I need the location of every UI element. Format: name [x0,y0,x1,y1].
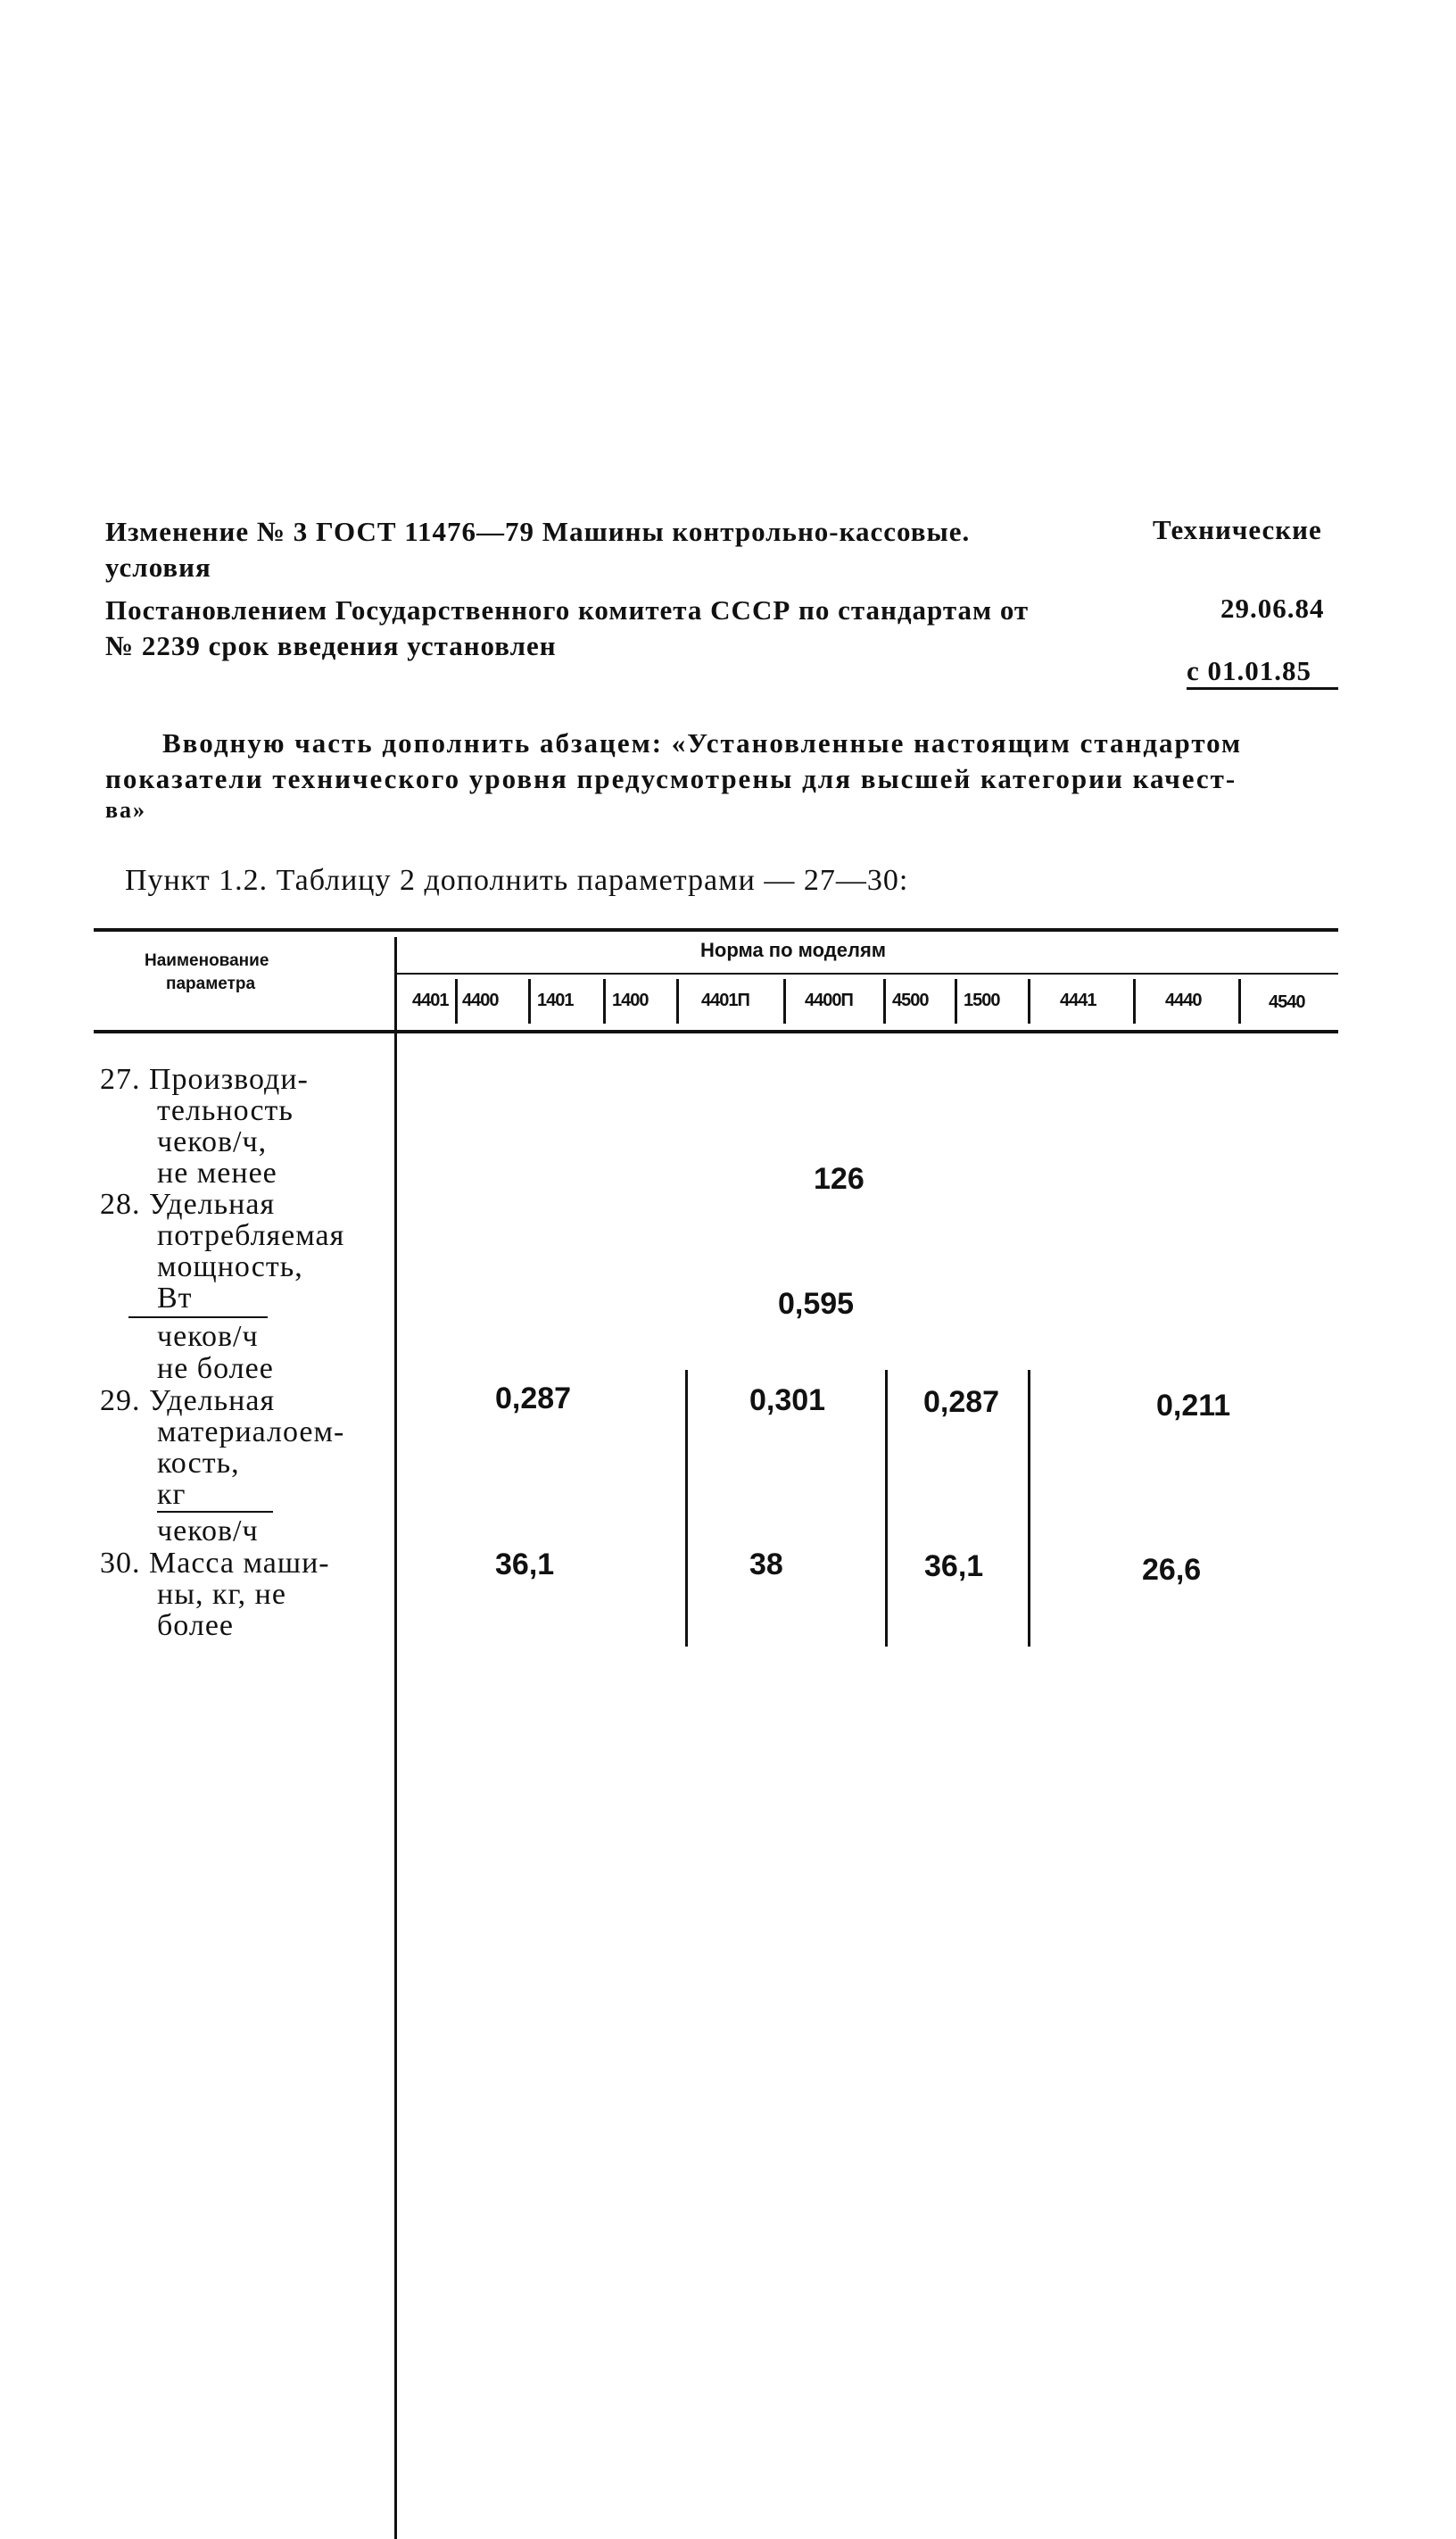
clause-text: Пункт 1.2. Таблицу 2 дополнить параметрами — 27—30: [125,864,909,897]
change-title-tail: Технические [1153,514,1322,545]
model-1401: 1401 [537,991,574,1010]
row-28-fraction-bar [128,1316,268,1318]
row-29-value-group3: 0,287 [923,1385,1000,1419]
param-column-divider [394,937,397,2539]
intro-line2: показатели технического уровня предусмотрены для высшей категории качест- [105,763,1237,794]
intro-line1: Вводную часть дополнить абзацем: «Установленные настоящим стандартом [162,727,1243,759]
model-divider [1133,979,1136,1024]
intro-line3: ва» [105,797,147,823]
row-29-value-group4: 0,211 [1156,1389,1231,1423]
model-4401: 4401 [412,991,449,1010]
row-29-value-group1: 0,287 [495,1382,572,1415]
row-30-label: 30. Масса маши- ны, кг, не более [100,1547,330,1642]
effective-date-underline [1187,687,1338,690]
model-1400: 1400 [612,991,649,1010]
model-1500: 1500 [964,991,1000,1010]
norm-header-rule [394,973,1338,975]
model-divider [1028,979,1030,1024]
row-28-unit-denominator: чеков/ч [157,1320,259,1353]
row-28-label: 28. Удельная потребляемая мощность, [100,1188,345,1283]
group-divider [885,1370,888,1647]
model-divider [955,979,957,1024]
row-29-label: 29. Удельная материалоем- кость, [100,1384,345,1480]
row-27-label: 27. Производи- тельность чеков/ч, не менее [100,1063,309,1190]
decree-text-line2: № 2239 срок введения установлен [105,630,557,661]
group-divider [685,1370,688,1647]
row-29-unit-denominator: чеков/ч [157,1514,259,1547]
model-4400: 4400 [462,991,499,1010]
decree-date: 29.06.84 [1220,593,1325,624]
group-divider [1028,1370,1030,1647]
model-divider [603,979,606,1024]
model-4500: 4500 [892,991,929,1010]
table-header-bottom-rule [94,1030,1338,1033]
row-29-fraction-bar [157,1511,273,1513]
row-27-value: 126 [814,1162,864,1196]
row-30-value-group1: 36,1 [495,1547,555,1581]
param-header: Наименование [145,951,269,970]
model-divider [676,979,679,1024]
model-divider [528,979,531,1024]
table-top-rule [94,928,1338,932]
model-divider [783,979,786,1024]
row-29-unit-numerator: кг [157,1478,186,1511]
row-29-value-group2: 0,301 [749,1383,826,1417]
norm-header: Норма по моделям [700,939,887,961]
decree-text: Постановлением Государственного комитета СССР по стандартам от [105,594,1030,626]
model-4540: 4540 [1269,992,1305,1012]
model-4440: 4440 [1165,991,1202,1010]
model-4400p: 4400П [805,991,853,1010]
effective-date: с 01.01.85 [1187,655,1312,686]
param-header-line2: параметра [166,975,256,993]
model-divider [455,979,458,1024]
change-title: Изменение № 3 ГОСТ 11476—79 Машины контрольно-кассовые. [105,516,971,547]
change-title-line2: условия [105,552,211,583]
row-30-value-group3: 36,1 [924,1549,984,1583]
model-4401p: 4401П [701,991,749,1010]
model-divider [883,979,886,1024]
model-4441: 4441 [1060,991,1096,1010]
row-28-label-tail: не более [157,1352,274,1385]
row-28-unit-numerator: Вт [157,1282,193,1315]
row-30-value-group4: 26,6 [1142,1553,1202,1587]
row-30-value-group2: 38 [749,1547,783,1581]
row-28-value: 0,595 [778,1287,855,1321]
model-divider [1238,979,1241,1024]
